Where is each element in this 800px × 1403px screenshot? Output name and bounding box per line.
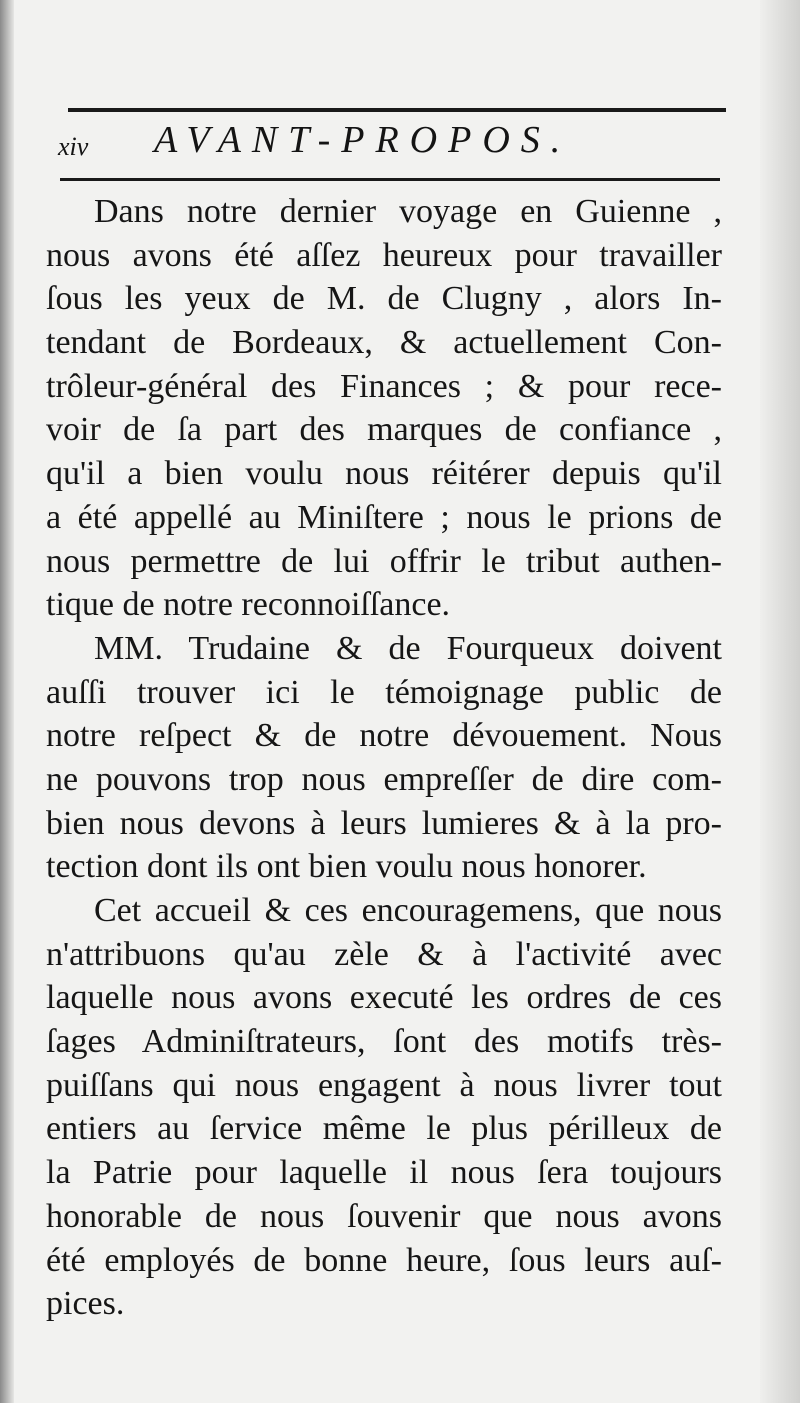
text-line: pices. [46, 1285, 125, 1323]
text-line: honorable de nous ſouvenir que nous avons [46, 1197, 722, 1235]
page-number: xiv [58, 132, 89, 161]
text-line: tique de notre reconnoiſſance. [46, 586, 451, 624]
text-line: Dans notre dernier voyage en Guienne , [94, 193, 722, 230]
text-line: nous avons été aſſez heureux pour travailler [46, 236, 722, 274]
text-line: ſous les yeux de M. de Clugny , alors In- [46, 280, 722, 318]
text-line: ne pouvons trop nous empreſſer de dire com- [46, 760, 722, 798]
text-line: entiers au ſervice même le plus périlleux de [46, 1110, 722, 1148]
paragraph-3 [46, 889, 722, 1326]
text-line: voir de ſa part des marques de confiance , [46, 411, 722, 449]
text-line: la Patrie pour laquelle il nous ſera toujours [46, 1154, 722, 1192]
text-line: MM. Trudaine & de Fourqueux doivent [94, 629, 722, 667]
paragraph-2 [46, 627, 722, 889]
text-line: Cet accueil & ces encouragemens, que nous [94, 892, 722, 929]
text-line: notre reſpect & de notre dévouement. Nous [46, 717, 722, 755]
text-line: tendant de Bordeaux, & actuellement Con- [46, 324, 722, 362]
text-line: été employés de bonne heure, ſous leurs auſ- [46, 1241, 722, 1279]
text-line: puiſſans qui nous engagent à nous livrer tout [46, 1066, 722, 1104]
text-line: auſſi trouver ici le témoignage public de [46, 673, 722, 711]
header-bottom-rule [60, 178, 720, 181]
text-line: nous permettre de lui offrir le tribut authen- [46, 542, 722, 580]
running-title: AVANT-PROPOS. [154, 119, 572, 161]
text-line: tection dont ils ont bien voulu nous honorer. [46, 848, 647, 886]
page-header [58, 118, 722, 174]
text-line: n'attribuons qu'au zèle & à l'activité avec [46, 935, 722, 973]
text-line: bien nous devons à leurs lumieres & à la pro- [46, 804, 722, 842]
text-line: ſages Adminiſtrateurs, ſont des motifs très- [46, 1023, 722, 1061]
text-line: trôleur-général des Finances ; & pour rece- [46, 367, 722, 405]
paragraph-1 [46, 190, 722, 627]
text-line: a été appellé au Miniſtere ; nous le prions de [46, 498, 722, 536]
body-text [46, 190, 722, 1326]
text-line: qu'il a bien voulu nous réitérer depuis qu'il [46, 455, 722, 493]
text-line: laquelle nous avons executé les ordres de ces [46, 979, 722, 1017]
header-top-rule [68, 108, 726, 112]
